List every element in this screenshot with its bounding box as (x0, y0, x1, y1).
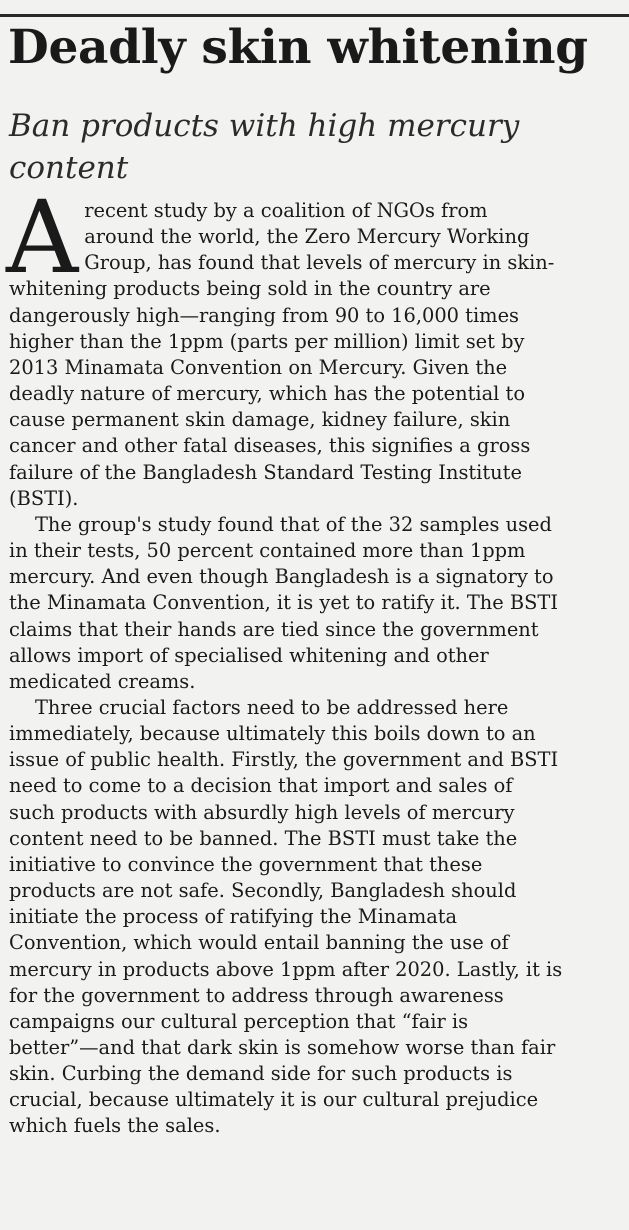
text-line: recent study by a coalition of NGOs from (84, 199, 488, 222)
text-line: around the world, the Zero Mercury Working (84, 225, 530, 249)
text-line: allows import of specialised whitening and other (9, 643, 489, 667)
text-line: cause permanent skin damage, kidney failure, skin (9, 408, 511, 432)
text-line: Group, has found that levels of mercury in skin- (84, 251, 555, 275)
text-line: issue of public health. Firstly, the government and BSTI (9, 748, 559, 772)
text-line: Convention, which would entail banning the use of (9, 931, 509, 955)
text-line: the Minamata Convention, it is yet to ratify it. The BSTI (9, 591, 559, 615)
text-line: better”—and that dark skin is somehow worse than fair (9, 1036, 556, 1059)
text-line: 2013 Minamata Convention on Mercury. Given the (9, 355, 508, 379)
text-line: campaigns our cultural perception that “fair is (9, 1009, 469, 1033)
paragraph-2 (9, 512, 619, 695)
text-line: skin. Curbing the demand side for such products is (9, 1062, 513, 1086)
text-line: content need to be banned. The BSTI must take the (9, 826, 518, 850)
top-rule (0, 14, 629, 17)
article-body (6, 179, 619, 1140)
drop-cap: A (6, 179, 79, 296)
text-line: mercury. And even though Bangladesh is a signatory to (9, 565, 554, 589)
text-line: claims that their hands are tied since the government (9, 617, 539, 641)
text-line: such products with absurdly high levels of mercury (9, 800, 515, 824)
text-line: whitening products being sold in the country are (9, 277, 491, 301)
text-line: which fuels the sales. (9, 1114, 221, 1138)
text-line: medicated creams. (9, 669, 196, 693)
text-line: The group's study found that of the 32 samples used (35, 512, 552, 536)
text-line: failure of the Bangladesh Standard Testing Institute (9, 460, 522, 484)
paragraph-3 (9, 695, 619, 1140)
headline: Deadly skin whitening (8, 20, 588, 75)
text-line: need to come to a decision that import and sales of (9, 774, 513, 798)
text-line: initiative to convince the government that these (9, 852, 483, 876)
text-line: mercury in products above 1ppm after 2020. Lastly, it is (9, 957, 563, 981)
text-line: crucial, because ultimately it is our cultural prejudice (9, 1088, 539, 1112)
text-line: higher than the 1ppm (parts per million) limit set by (9, 329, 525, 353)
paragraph-1 (6, 179, 619, 512)
text-line: deadly nature of mercury, which has the potential to (9, 382, 525, 406)
text-line: initiate the process of ratifying the Minamata (9, 905, 458, 929)
text-line: Three crucial factors need to be addressed here (35, 695, 509, 719)
text-line: immediately, because ultimately this boils down to an (9, 722, 536, 746)
subheadline: Ban products with high mercury content (9, 108, 520, 186)
text-line: cancer and other fatal diseases, this signifies a gross (9, 434, 531, 458)
text-line: dangerously high—ranging from 90 to 16,000 times (9, 303, 519, 327)
text-line: (BSTI). (9, 486, 79, 510)
text-line: products are not safe. Secondly, Bangladesh should (9, 879, 517, 903)
text-line: in their tests, 50 percent contained more than 1ppm (9, 539, 526, 563)
text-line: for the government to address through awareness (9, 983, 504, 1007)
